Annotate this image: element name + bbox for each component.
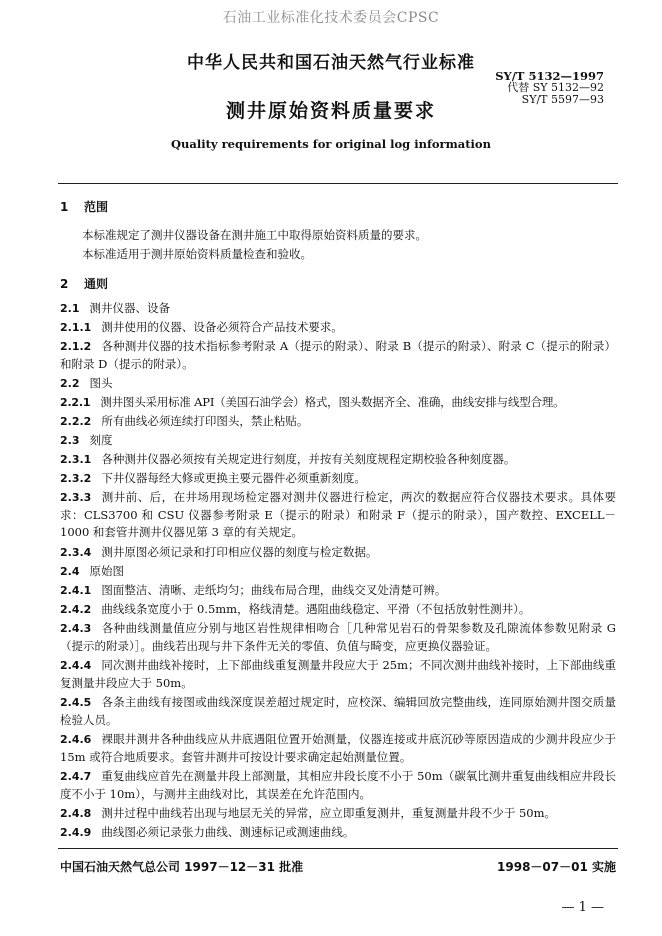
standard-code: SY/T 5132—1997: [495, 69, 604, 83]
clause: [60, 601, 616, 619]
clause: [60, 413, 616, 431]
clause-number: 2.4.8: [60, 807, 92, 820]
clause-text: 下井仪器每经大修或更换主要元器件必须重新刻度。: [101, 471, 366, 485]
clause: [60, 300, 616, 318]
clause: [60, 432, 616, 450]
clause-text: 曲线图必须记录张力曲线、测速标记或测速曲线。: [101, 825, 355, 839]
clause: [60, 544, 616, 562]
watermark-text: 石油工业标准化技术委员会CPSC: [222, 10, 440, 26]
clause-text: 各种曲线测量值应分别与地区岩性规律相吻合［几种常见岩石的骨架参数及孔隙流体参数见附录 G（提示的附录）］。曲线若出现与井下条件无关的零值、负值与畸变，应更换仪器验证。: [60, 621, 616, 653]
section-number: 1: [60, 200, 69, 214]
clause-number: 2.2: [60, 377, 80, 390]
clause-number: 2.4.9: [60, 826, 92, 839]
clause-text: 曲线线条宽度小于 0.5mm，格线清楚。遇阻曲线稳定、平滑（不包括放射性测井）。: [101, 602, 531, 616]
clause: [60, 394, 616, 412]
clause: [60, 489, 616, 542]
clause-number: 2.4.2: [60, 603, 92, 616]
clause-text: 测井原图必须记录和打印相应仪器的刻度与检定数据。: [101, 545, 378, 559]
standard-category-title: 中华人民共和国石油天然气行业标准: [187, 53, 475, 73]
section-heading: [60, 275, 108, 292]
clause-number: 2.1.2: [60, 340, 92, 353]
clause-number: 2.4.3: [60, 622, 92, 635]
clause: [60, 451, 616, 469]
clause-text: 图头: [89, 376, 113, 390]
clause: [60, 563, 616, 581]
clause-text: 同次测井曲线补接时，上下部曲线重复测量井段应大于 25m；不同次测井曲线补接时，上下部曲线重复测量井段应大于 50m。: [60, 658, 616, 690]
clause-number: 2.3.1: [60, 453, 92, 466]
clause-number: 2.1: [60, 302, 80, 315]
approval-issuer: 中国石油天然气总公司 1997－12－31 批准: [60, 860, 304, 874]
clause-number: 2.4.7: [60, 770, 92, 783]
document-title: 测井原始资料质量要求: [225, 100, 436, 122]
clause: [60, 731, 616, 766]
clause-number: 2.3: [60, 434, 80, 447]
clause: [60, 824, 616, 842]
page-number: — 1 —: [561, 900, 604, 915]
clause-number: 2.3.2: [60, 472, 92, 485]
clause: [60, 319, 616, 337]
replaces-line-1: 代替 SY 5132—92: [507, 81, 604, 94]
clause: [60, 805, 616, 823]
clause-text: 刻度: [89, 433, 113, 447]
clause-number: 2.4.5: [60, 696, 92, 709]
section-number: 2: [60, 277, 69, 291]
section-heading: [60, 198, 108, 215]
replaces-line-2: SY/T 5597—93: [521, 93, 604, 106]
clause-number: 2.4.1: [60, 584, 92, 597]
clause-number: 2.2.1: [60, 396, 91, 409]
clause-text: 各条主曲线有接图或曲线深度误差超过规定时，应校深、编辑回放完整曲线，连同原始测井图交质量检验人员。: [60, 695, 616, 727]
clause: [60, 375, 616, 393]
clause-text: 原始图: [89, 564, 124, 578]
clause: [60, 620, 616, 655]
header-divider: [58, 183, 618, 184]
clause-text: 各种测井仪器必须按有关规定进行刻度，并按有关刻度规程定期校验各种刻度器。: [101, 452, 516, 466]
clause-text: 各种测井仪器的技术指标参考附录 A（提示的附录）、附录 B（提示的附录）、附录 C（提示的附录）和附录 D（提示的附录）。: [60, 339, 616, 371]
clause-number: 2.4.6: [60, 733, 92, 746]
clause-text: 裸眼井测井各种曲线应从井底遇阻位置开始测量，仪器连接或井底沉砂等原因造成的少测井段应少于 15m 或符合地质要求。套管井测井可按设计要求确定起始测量位置。: [60, 732, 616, 764]
clause: [60, 338, 616, 373]
clause-number: 2.4.4: [60, 659, 92, 672]
section-title: 通则: [84, 277, 109, 291]
document-title-english: Quality requirements for original log information: [171, 137, 491, 151]
clause-text: 测井图头采用标准 API（美国石油学会）格式，图头数据齐全、准确，曲线安排与线型合理。: [100, 395, 565, 409]
clause: [60, 470, 616, 488]
clause-text: 测井过程中曲线若出现与地层无关的异常，应立即重复测井，重复测量井段不少于 50m。: [101, 806, 557, 820]
footer-divider: [58, 848, 618, 849]
clause-number: 2.4: [60, 565, 80, 578]
clause-text: 图面整洁、清晰、走纸均匀；曲线布局合理，曲线交叉处清楚可辨。: [101, 583, 447, 597]
clause: [60, 582, 616, 600]
clause-text: 测井前、后，在井场用现场检定器对测井仪器进行检定，两次的数据应符合仪器技术要求。具体要求：CLS3700 和 CSU 仪器参考附录 E（提示的附录）和附录 F（提示的附录），国产数控、EXCELL－1000 和套管井测井仪器见第 3 章的有关规定。: [60, 490, 616, 539]
clause: [60, 768, 616, 803]
paragraph: 本标准规定了测井仪器设备在测井施工中取得原始资料质量的要求。: [82, 228, 427, 242]
clause: [60, 694, 616, 729]
clause-number: 2.2.2: [60, 415, 92, 428]
paragraph: 本标准适用于测井原始资料质量检查和验收。: [82, 247, 312, 261]
clause-text: 所有曲线必须连续打印图头，禁止粘贴。: [101, 414, 309, 428]
clause-number: 2.3.3: [60, 491, 92, 504]
clause-text: 重复曲线应首先在测量井段上部测量，其相应井段长度不小于 50m（碳氧比测井重复曲线相应井段长度不小于 10m），与测井主曲线对比，其误差在允许范围内。: [60, 769, 616, 801]
clause: [60, 657, 616, 692]
section-title: 范围: [84, 200, 109, 214]
clause-text: 测井使用的仪器、设备必须符合产品技术要求。: [101, 320, 343, 334]
clause-text: 测井仪器、设备: [89, 301, 170, 315]
clause-number: 2.1.1: [60, 321, 92, 334]
effective-date: 1998－07－01 实施: [497, 860, 616, 874]
clause-number: 2.3.4: [60, 546, 92, 559]
